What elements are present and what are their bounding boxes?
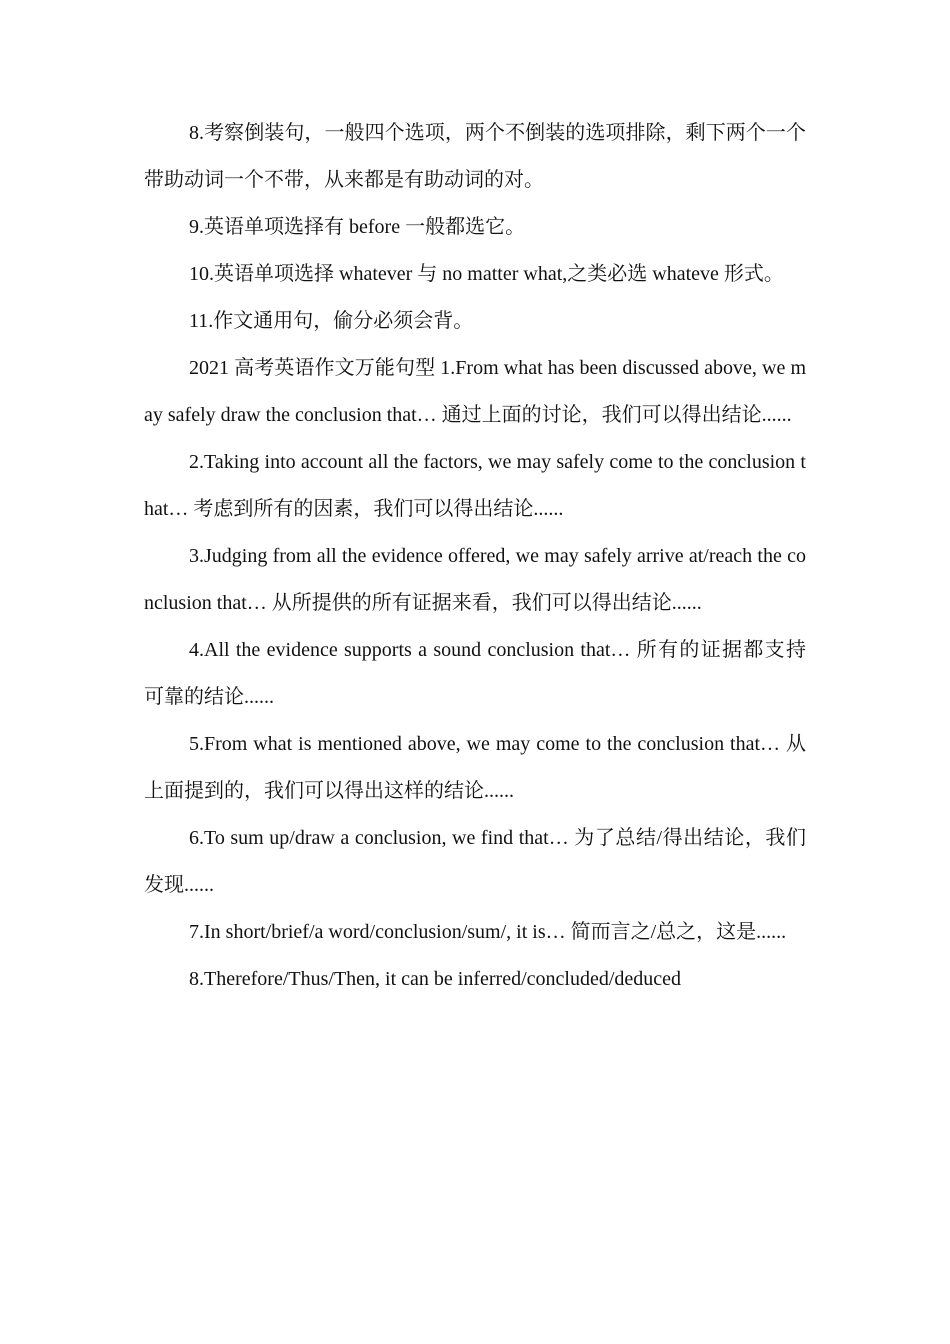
paragraph-sentence-7: 7.In short/brief/a word/conclusion/sum/, it is… 简而言之/总之，这是...... — [189, 921, 787, 943]
paragraph-sentence-2: 2.Taking into account all the factors, we may safely come to the conclusion that… 考虑到所有的因素，我们可以得出结论...... — [144, 451, 806, 520]
paragraph-sentence-5: 5.From what is mentioned above, we may come to the conclusion that… 从上面提到的，我们可以得出这样的结论...... — [144, 733, 806, 802]
paragraph-before-tip: 9.英语单项选择有 before 一般都选它。 — [189, 216, 526, 238]
paragraph-sentence-8: 8.Therefore/Thus/Then, it can be inferred/concluded/deduced — [189, 968, 682, 990]
paragraph-essay-tip: 11.作文通用句，偷分必须会背。 — [189, 310, 474, 332]
paragraph-whatever-tip: 10.英语单项选择 whatever 与 no matter what,之类必选 whateve 形式。 — [189, 263, 784, 285]
paragraph-sentence-3: 3.Judging from all the evidence offered, we may safely arrive at/reach the conclusion that… 从所提供的所有证据来看，我们可以得出结论...... — [144, 545, 806, 614]
document-page — [144, 110, 806, 1003]
paragraph-sentence-6: 6.To sum up/draw a conclusion, we find that… 为了总结/得出结论，我们发现...... — [144, 827, 806, 896]
paragraph-sentence-4: 4.All the evidence supports a sound conclusion that… 所有的证据都支持可靠的结论...... — [144, 639, 806, 708]
paragraph-inversion-tip: 8.考察倒装句，一般四个选项，两个不倒装的选项排除，剩下两个一个带助动词一个不带，从来都是有助动词的对。 — [144, 122, 806, 191]
paragraph-sentence-1: 2021 高考英语作文万能句型 1.From what has been discussed above, we may safely draw the conclusion that… 通过上面的讨论，我们可以得出结论...... — [144, 357, 806, 426]
